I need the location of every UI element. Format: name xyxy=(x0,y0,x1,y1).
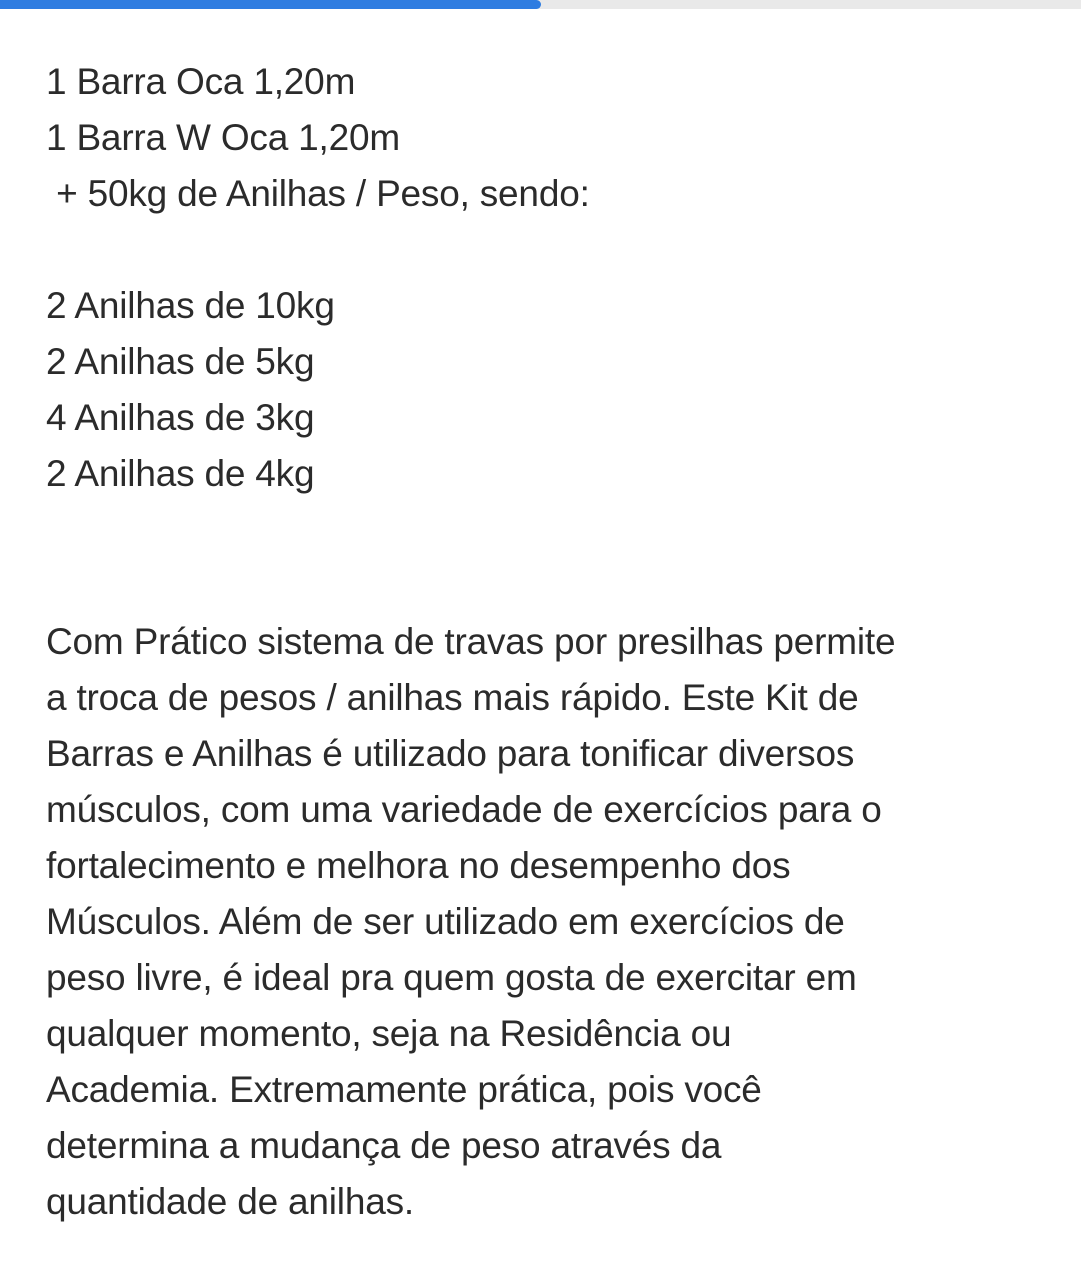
plate-line: 2 Anilhas de 10kg xyxy=(46,285,335,326)
paragraph-line: peso livre, é ideal pra quem gosta de exercitar em xyxy=(46,957,857,998)
reading-progress-bar xyxy=(0,0,1081,9)
item-line: 1 Barra W Oca 1,20m xyxy=(46,117,400,158)
blank-lines xyxy=(46,502,1046,614)
paragraph-line: Músculos. Além de ser utilizado em exercícios de xyxy=(46,901,845,942)
paragraph-line: a troca de pesos / anilhas mais rápido. Este Kit de xyxy=(46,677,859,718)
paragraph-line: fortalecimento e melhora no desempenho dos xyxy=(46,845,791,886)
blank-line xyxy=(46,222,1046,278)
paragraph-line: músculos, com uma variedade de exercícios para o xyxy=(46,789,882,830)
paragraph-line: Com Prático sistema de travas por presilhas permite xyxy=(46,621,896,662)
paragraph-line: quantidade de anilhas. xyxy=(46,1181,414,1222)
item-line: + 50kg de Anilhas / Peso, sendo: xyxy=(46,173,590,214)
item-line: 1 Barra Oca 1,20m xyxy=(46,61,356,102)
reading-progress-fill xyxy=(0,0,541,9)
plate-line: 2 Anilhas de 5kg xyxy=(46,341,315,382)
paragraph-line: qualquer momento, seja na Residência ou xyxy=(46,1013,732,1054)
product-description xyxy=(46,54,1046,1230)
paragraph-line: Barras e Anilhas é utilizado para tonificar diversos xyxy=(46,733,855,774)
paragraph-line: determina a mudança de peso através da xyxy=(46,1125,722,1166)
plate-line: 4 Anilhas de 3kg xyxy=(46,397,315,438)
plate-line: 2 Anilhas de 4kg xyxy=(46,453,315,494)
paragraph-line: Academia. Extremamente prática, pois você xyxy=(46,1069,762,1110)
